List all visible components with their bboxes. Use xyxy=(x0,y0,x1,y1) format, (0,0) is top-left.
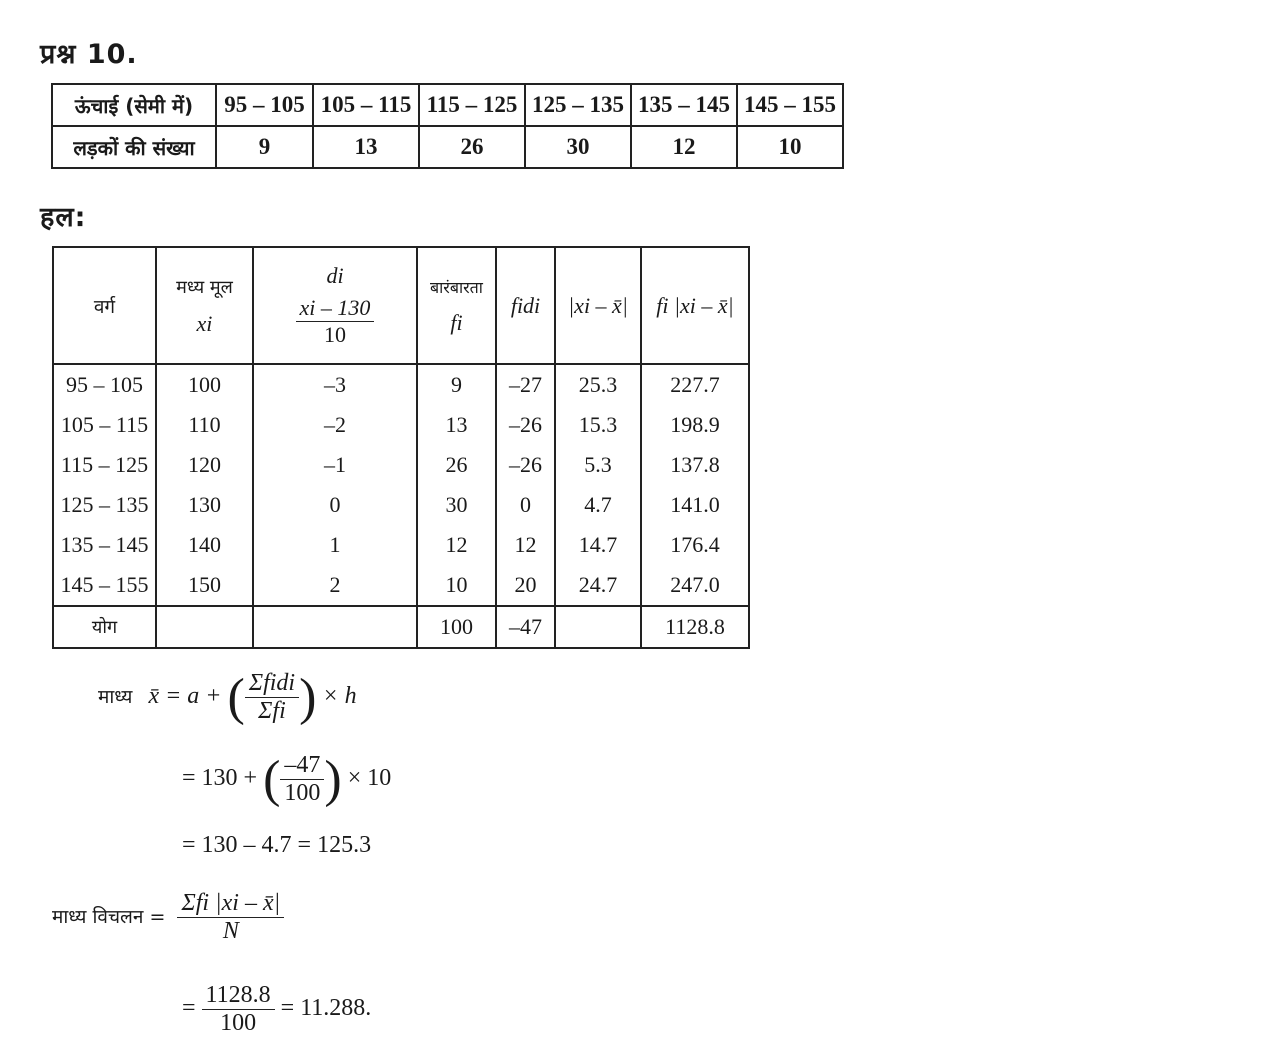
mad-denominator: N xyxy=(222,918,239,944)
left-paren: ( xyxy=(263,751,281,808)
mid-cell: 100 xyxy=(156,364,253,405)
fabsdev-cell: 176.4 xyxy=(641,525,749,565)
mad-label: माध्य विचलन = xyxy=(52,906,166,929)
total-empty xyxy=(253,606,417,648)
count-cell: 13 xyxy=(313,126,419,168)
absdev-cell: 4.7 xyxy=(555,485,641,525)
header-midpoint-label: मध्य मूल xyxy=(176,276,233,298)
mean-step2-denominator: 100 xyxy=(284,780,321,806)
absdev-cell: 24.7 xyxy=(555,565,641,606)
mean-step2-tail: × 10 xyxy=(347,765,392,792)
mid-cell: 140 xyxy=(156,525,253,565)
mad-fraction xyxy=(177,890,284,945)
mid-cell: 110 xyxy=(156,405,253,445)
fd-cell: –26 xyxy=(496,405,555,445)
total-label: योग xyxy=(53,606,156,648)
f-cell: 10 xyxy=(417,565,496,606)
computation-table xyxy=(52,246,750,649)
table-row xyxy=(53,525,749,565)
f-cell: 12 xyxy=(417,525,496,565)
mean-label: माध्य xyxy=(98,686,133,709)
class-cell: 115 – 125 xyxy=(53,445,156,485)
left-paren: ( xyxy=(227,669,245,726)
class-cell: 145 – 155 xyxy=(53,565,156,606)
height-row xyxy=(52,84,843,126)
fd-cell: 12 xyxy=(496,525,555,565)
d-cell: 1 xyxy=(253,525,417,565)
right-paren: ) xyxy=(299,669,317,726)
row-label-boys: लड़कों की संख्या xyxy=(52,126,216,168)
d-cell: –3 xyxy=(253,364,417,405)
count-cell: 26 xyxy=(419,126,525,168)
mean-fraction xyxy=(245,670,299,725)
header-class: वर्ग xyxy=(53,247,156,364)
header-midpoint xyxy=(156,247,253,364)
total-fd: –47 xyxy=(496,606,555,648)
class-cell: 95 – 105 xyxy=(53,364,156,405)
height-frequency-table xyxy=(51,83,844,169)
question-number: प्रश्न 10. xyxy=(40,39,138,70)
absdev-cell: 14.7 xyxy=(555,525,641,565)
count-cell: 9 xyxy=(216,126,313,168)
absdev-cell: 5.3 xyxy=(555,445,641,485)
mean-tail: × h xyxy=(322,683,357,710)
mad-result-fraction xyxy=(202,982,275,1037)
f-cell: 9 xyxy=(417,364,496,405)
mid-cell: 150 xyxy=(156,565,253,606)
table-row xyxy=(53,565,749,606)
fabsdev-cell: 137.8 xyxy=(641,445,749,485)
f-cell: 13 xyxy=(417,405,496,445)
table-row xyxy=(53,364,749,405)
header-di-symbol: di xyxy=(326,263,344,288)
header-midpoint-symbol: xi xyxy=(196,310,213,336)
fabsdev-cell: 227.7 xyxy=(641,364,749,405)
absdev-cell: 25.3 xyxy=(555,364,641,405)
mean-numerator: Σfidi xyxy=(245,670,299,698)
header-di-numerator: xi – 130 xyxy=(296,295,375,322)
fd-cell: 20 xyxy=(496,565,555,606)
count-row xyxy=(52,126,843,168)
fabsdev-cell: 198.9 xyxy=(641,405,749,445)
fd-cell: 0 xyxy=(496,485,555,525)
header-frequency-label: बारंबारता xyxy=(430,277,483,297)
mad-result-head: = xyxy=(182,995,196,1022)
count-cell: 30 xyxy=(525,126,631,168)
height-cell: 145 – 155 xyxy=(737,84,843,126)
d-cell: –2 xyxy=(253,405,417,445)
header-di-denominator: 10 xyxy=(323,322,346,347)
header-frequency-symbol: fi xyxy=(450,309,463,335)
class-cell: 135 – 145 xyxy=(53,525,156,565)
table-row xyxy=(53,485,749,525)
total-empty xyxy=(156,606,253,648)
height-cell: 135 – 145 xyxy=(631,84,737,126)
mad-result-numerator: 1128.8 xyxy=(202,982,275,1010)
solution-label: हल: xyxy=(40,202,87,233)
header-frequency xyxy=(417,247,496,364)
fd-cell: –27 xyxy=(496,364,555,405)
f-cell: 30 xyxy=(417,485,496,525)
fd-cell: –26 xyxy=(496,445,555,485)
mean-denominator: Σfi xyxy=(258,698,286,724)
mad-result-denominator: 100 xyxy=(220,1010,257,1036)
total-row xyxy=(53,606,749,648)
header-di xyxy=(253,247,417,364)
height-cell: 125 – 135 xyxy=(525,84,631,126)
total-f: 100 xyxy=(417,606,496,648)
header-abs-dev: |xi – x̄| xyxy=(555,247,641,364)
mean-step2-fraction xyxy=(280,752,324,807)
mid-cell: 130 xyxy=(156,485,253,525)
mean-deviation-result xyxy=(182,982,371,1037)
d-cell: –1 xyxy=(253,445,417,485)
mid-cell: 120 xyxy=(156,445,253,485)
count-cell: 10 xyxy=(737,126,843,168)
header-fidi: fidi xyxy=(496,247,555,364)
total-fabsdev: 1128.8 xyxy=(641,606,749,648)
count-cell: 12 xyxy=(631,126,737,168)
header-di-fraction xyxy=(296,295,375,348)
mad-numerator: Σfi |xi – x̄| xyxy=(177,890,284,918)
d-cell: 2 xyxy=(253,565,417,606)
height-cell: 105 – 115 xyxy=(313,84,419,126)
mad-result-tail: = 11.288. xyxy=(280,995,372,1022)
right-paren: ) xyxy=(324,751,342,808)
height-cell: 115 – 125 xyxy=(419,84,525,126)
d-cell: 0 xyxy=(253,485,417,525)
header-row xyxy=(53,247,749,364)
total-empty xyxy=(555,606,641,648)
class-cell: 105 – 115 xyxy=(53,405,156,445)
row-label-height: ऊंचाई (सेमी में) xyxy=(52,84,216,126)
f-cell: 26 xyxy=(417,445,496,485)
mean-step2-numerator: –47 xyxy=(280,752,324,780)
fabsdev-cell: 247.0 xyxy=(641,565,749,606)
absdev-cell: 15.3 xyxy=(555,405,641,445)
mean-step-2 xyxy=(182,750,391,809)
mean-lhs: x̄ = a + xyxy=(148,683,222,710)
mean-result: = 130 – 4.7 = 125.3 xyxy=(182,832,372,858)
table-row xyxy=(53,405,749,445)
header-f-abs-dev: fi |xi – x̄| xyxy=(641,247,749,364)
class-cell: 125 – 135 xyxy=(53,485,156,525)
mean-formula xyxy=(98,668,357,727)
mean-deviation-formula xyxy=(52,890,284,945)
mean-step2-head: = 130 + xyxy=(182,765,258,792)
height-cell: 95 – 105 xyxy=(216,84,313,126)
table-row xyxy=(53,445,749,485)
fabsdev-cell: 141.0 xyxy=(641,485,749,525)
